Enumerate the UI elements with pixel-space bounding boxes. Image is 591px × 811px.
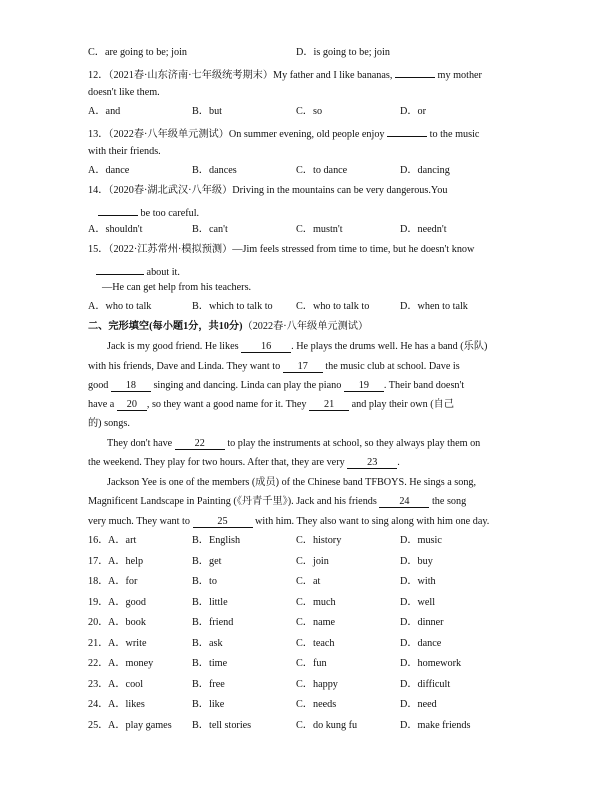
choice-option: A．good — [108, 597, 146, 608]
choice-option: B．free — [192, 679, 225, 690]
choice-option: B．get — [192, 556, 222, 567]
passage-text: with him. They also want to sing along with him one day. — [252, 516, 490, 527]
passage-text: good — [88, 380, 111, 391]
choice-option: D．with — [400, 576, 436, 587]
q12-blank — [395, 66, 435, 78]
choice-option: C．name — [296, 617, 336, 628]
choice-option: B．like — [192, 699, 225, 710]
q12-option-d: D．or — [400, 106, 427, 117]
blank-23: 23 — [347, 456, 397, 469]
q11-option-c: C．are going to be; join — [88, 47, 188, 58]
choice-option: A．play games — [108, 720, 172, 731]
blank-21: 21 — [309, 398, 349, 411]
choice-option: A．cool — [108, 679, 144, 690]
choice-number: 21． — [88, 638, 109, 649]
passage-text: singing and dancing. Linda can play the piano — [150, 380, 344, 391]
choice-number: 19． — [88, 597, 109, 608]
q12-option-c: C．so — [296, 106, 323, 117]
passage-line-7 — [88, 456, 400, 470]
passage-text: the song — [429, 496, 467, 507]
choice-option: B．tell stories — [192, 720, 252, 731]
choice-option: D．difficult — [400, 679, 451, 690]
q13-option-d: D．dancing — [400, 165, 450, 176]
q13-option-b: B．dances — [192, 165, 237, 176]
q12-option-a: A．and — [88, 106, 121, 117]
q15-stem: 15．（2022·江苏常州·模拟预测）—Jim feels stressed from time to time, but he doesn't know — [88, 244, 475, 255]
choice-option: C．join — [296, 556, 329, 567]
q14-stem-end: be too careful. — [138, 208, 200, 219]
choice-number: 24． — [88, 699, 109, 710]
passage-line-8: Jackson Yee is one of the members (成员) of the Chinese band TFBOYS. He sings a song, — [107, 477, 477, 488]
passage-line-5: 的) songs. — [88, 418, 130, 429]
choice-option: C．needs — [296, 699, 337, 710]
choice-option: B．friend — [192, 617, 234, 628]
q14-option-c: C．mustn't — [296, 224, 343, 235]
q11-option-d: D．is going to be; join — [296, 47, 390, 58]
choice-option: D．dance — [400, 638, 442, 649]
choice-option: A．book — [108, 617, 146, 628]
q14-option-a: A．shouldn't — [88, 224, 143, 235]
choice-option: C．fun — [296, 658, 327, 669]
choice-option: C．much — [296, 597, 336, 608]
blank-18: 18 — [111, 379, 151, 392]
blank-17: 17 — [283, 360, 323, 373]
choice-option: D．need — [400, 699, 437, 710]
q14-option-d: D．needn't — [400, 224, 447, 235]
q13-blank — [387, 125, 427, 137]
blank-24: 24 — [379, 495, 429, 508]
choice-option: C．happy — [296, 679, 338, 690]
passage-line-10 — [88, 515, 489, 529]
choice-option: C．at — [296, 576, 321, 587]
passage-text: have a — [88, 399, 117, 410]
q15-option-a: A．who to talk — [88, 301, 152, 312]
choice-option: B．English — [192, 535, 241, 546]
choice-number: 18． — [88, 576, 109, 587]
passage-text: to play the instruments at school, so they always play them on — [224, 438, 481, 449]
choice-option: D．music — [400, 535, 442, 546]
blank-25: 25 — [193, 515, 253, 528]
q13-stem-start: 13．（2022春·八年级单元测试）On summer evening, old people enjoy — [88, 129, 388, 140]
q15-stem-cont — [96, 263, 180, 280]
q12-stem-cont: doesn't like them. — [88, 87, 160, 98]
passage-line-1 — [107, 340, 487, 354]
passage-text: , so they want a good name for it. They — [146, 399, 310, 410]
section-source: （2022春·八年级单元测试） — [242, 321, 369, 332]
choice-option: D．buy — [400, 556, 433, 567]
blank-22: 22 — [175, 437, 225, 450]
q13-option-a: A．dance — [88, 165, 130, 176]
q15-dialogue: —He can get help from his teachers. — [102, 282, 252, 293]
q12-option-b: B．but — [192, 106, 223, 117]
choice-option: B．to — [192, 576, 217, 587]
passage-text: the music club at school. Dave is — [322, 361, 460, 372]
section-heading — [88, 320, 368, 334]
passage-text: They don't have — [107, 438, 175, 449]
choice-option: C．do kung fu — [296, 720, 358, 731]
choice-option: A．likes — [108, 699, 145, 710]
q15-option-d: D．when to talk — [400, 301, 468, 312]
choice-option: B．ask — [192, 638, 223, 649]
choice-number: 23． — [88, 679, 109, 690]
choice-option: D．make friends — [400, 720, 471, 731]
choice-option: A．for — [108, 576, 138, 587]
q15-option-b: B．which to talk to — [192, 301, 273, 312]
q13-stem-end: to the music — [427, 129, 480, 140]
choice-number: 17． — [88, 556, 109, 567]
choice-option: A．art — [108, 535, 137, 546]
choice-option: A．money — [108, 658, 154, 669]
passage-line-6 — [107, 437, 480, 451]
passage-text: with his friends, Dave and Linda. They want to — [88, 361, 283, 372]
q14-blank — [98, 204, 138, 216]
q12-stem-start: 12．（2021春·山东济南·七年级统考期末）My father and I like bananas, — [88, 70, 395, 81]
q14-stem-cont — [98, 204, 199, 221]
passage-text: Magnificent Landscape in Painting (《丹青千里》). Jack and his friends — [88, 496, 380, 507]
section-title: 二、完形填空(每小题1分，共10分) — [88, 321, 243, 332]
passage-text: . Their band doesn't — [383, 380, 465, 391]
q15-blank — [96, 263, 144, 275]
q14-option-b: B．can't — [192, 224, 228, 235]
passage-line-3 — [88, 379, 464, 393]
passage-text: the weekend. They play for two hours. After that, they are very — [88, 457, 348, 468]
choice-option: B．time — [192, 658, 228, 669]
q15-stem-end: about it. — [144, 267, 180, 278]
choice-number: 25． — [88, 720, 109, 731]
choice-number: 16． — [88, 535, 109, 546]
q12-stem — [88, 66, 482, 83]
passage-text: and play their own (自己 — [349, 399, 455, 410]
passage-text: . — [397, 457, 400, 468]
q12-stem-end: my mother — [434, 70, 482, 81]
choice-option: A．help — [108, 556, 144, 567]
passage-line-4 — [88, 398, 454, 412]
q13-stem-cont: with their friends. — [88, 146, 161, 157]
choice-option: B．little — [192, 597, 228, 608]
choice-option: A．write — [108, 638, 147, 649]
blank-19: 19 — [344, 379, 384, 392]
passage-line-2 — [88, 360, 460, 374]
q13-stem — [88, 125, 479, 142]
blank-16: 16 — [241, 340, 291, 353]
choice-option: D．homework — [400, 658, 462, 669]
choice-option: C．history — [296, 535, 342, 546]
choice-option: D．dinner — [400, 617, 444, 628]
choice-option: C．teach — [296, 638, 335, 649]
choice-number: 20． — [88, 617, 109, 628]
q13-option-c: C．to dance — [296, 165, 348, 176]
choice-number: 22． — [88, 658, 109, 669]
q14-stem: 14．（2020春·湖北武汉·八年级）Driving in the mountains can be very dangerous.You — [88, 185, 448, 196]
passage-text: Jack is my good friend. He likes — [107, 341, 242, 352]
blank-20: 20 — [117, 398, 147, 411]
choice-option: D．well — [400, 597, 436, 608]
passage-text: very much. They want to — [88, 516, 193, 527]
q15-option-c: C．who to talk to — [296, 301, 370, 312]
passage-line-9 — [88, 495, 466, 509]
passage-text: . He plays the drums well. He has a band (乐队) — [291, 341, 488, 352]
